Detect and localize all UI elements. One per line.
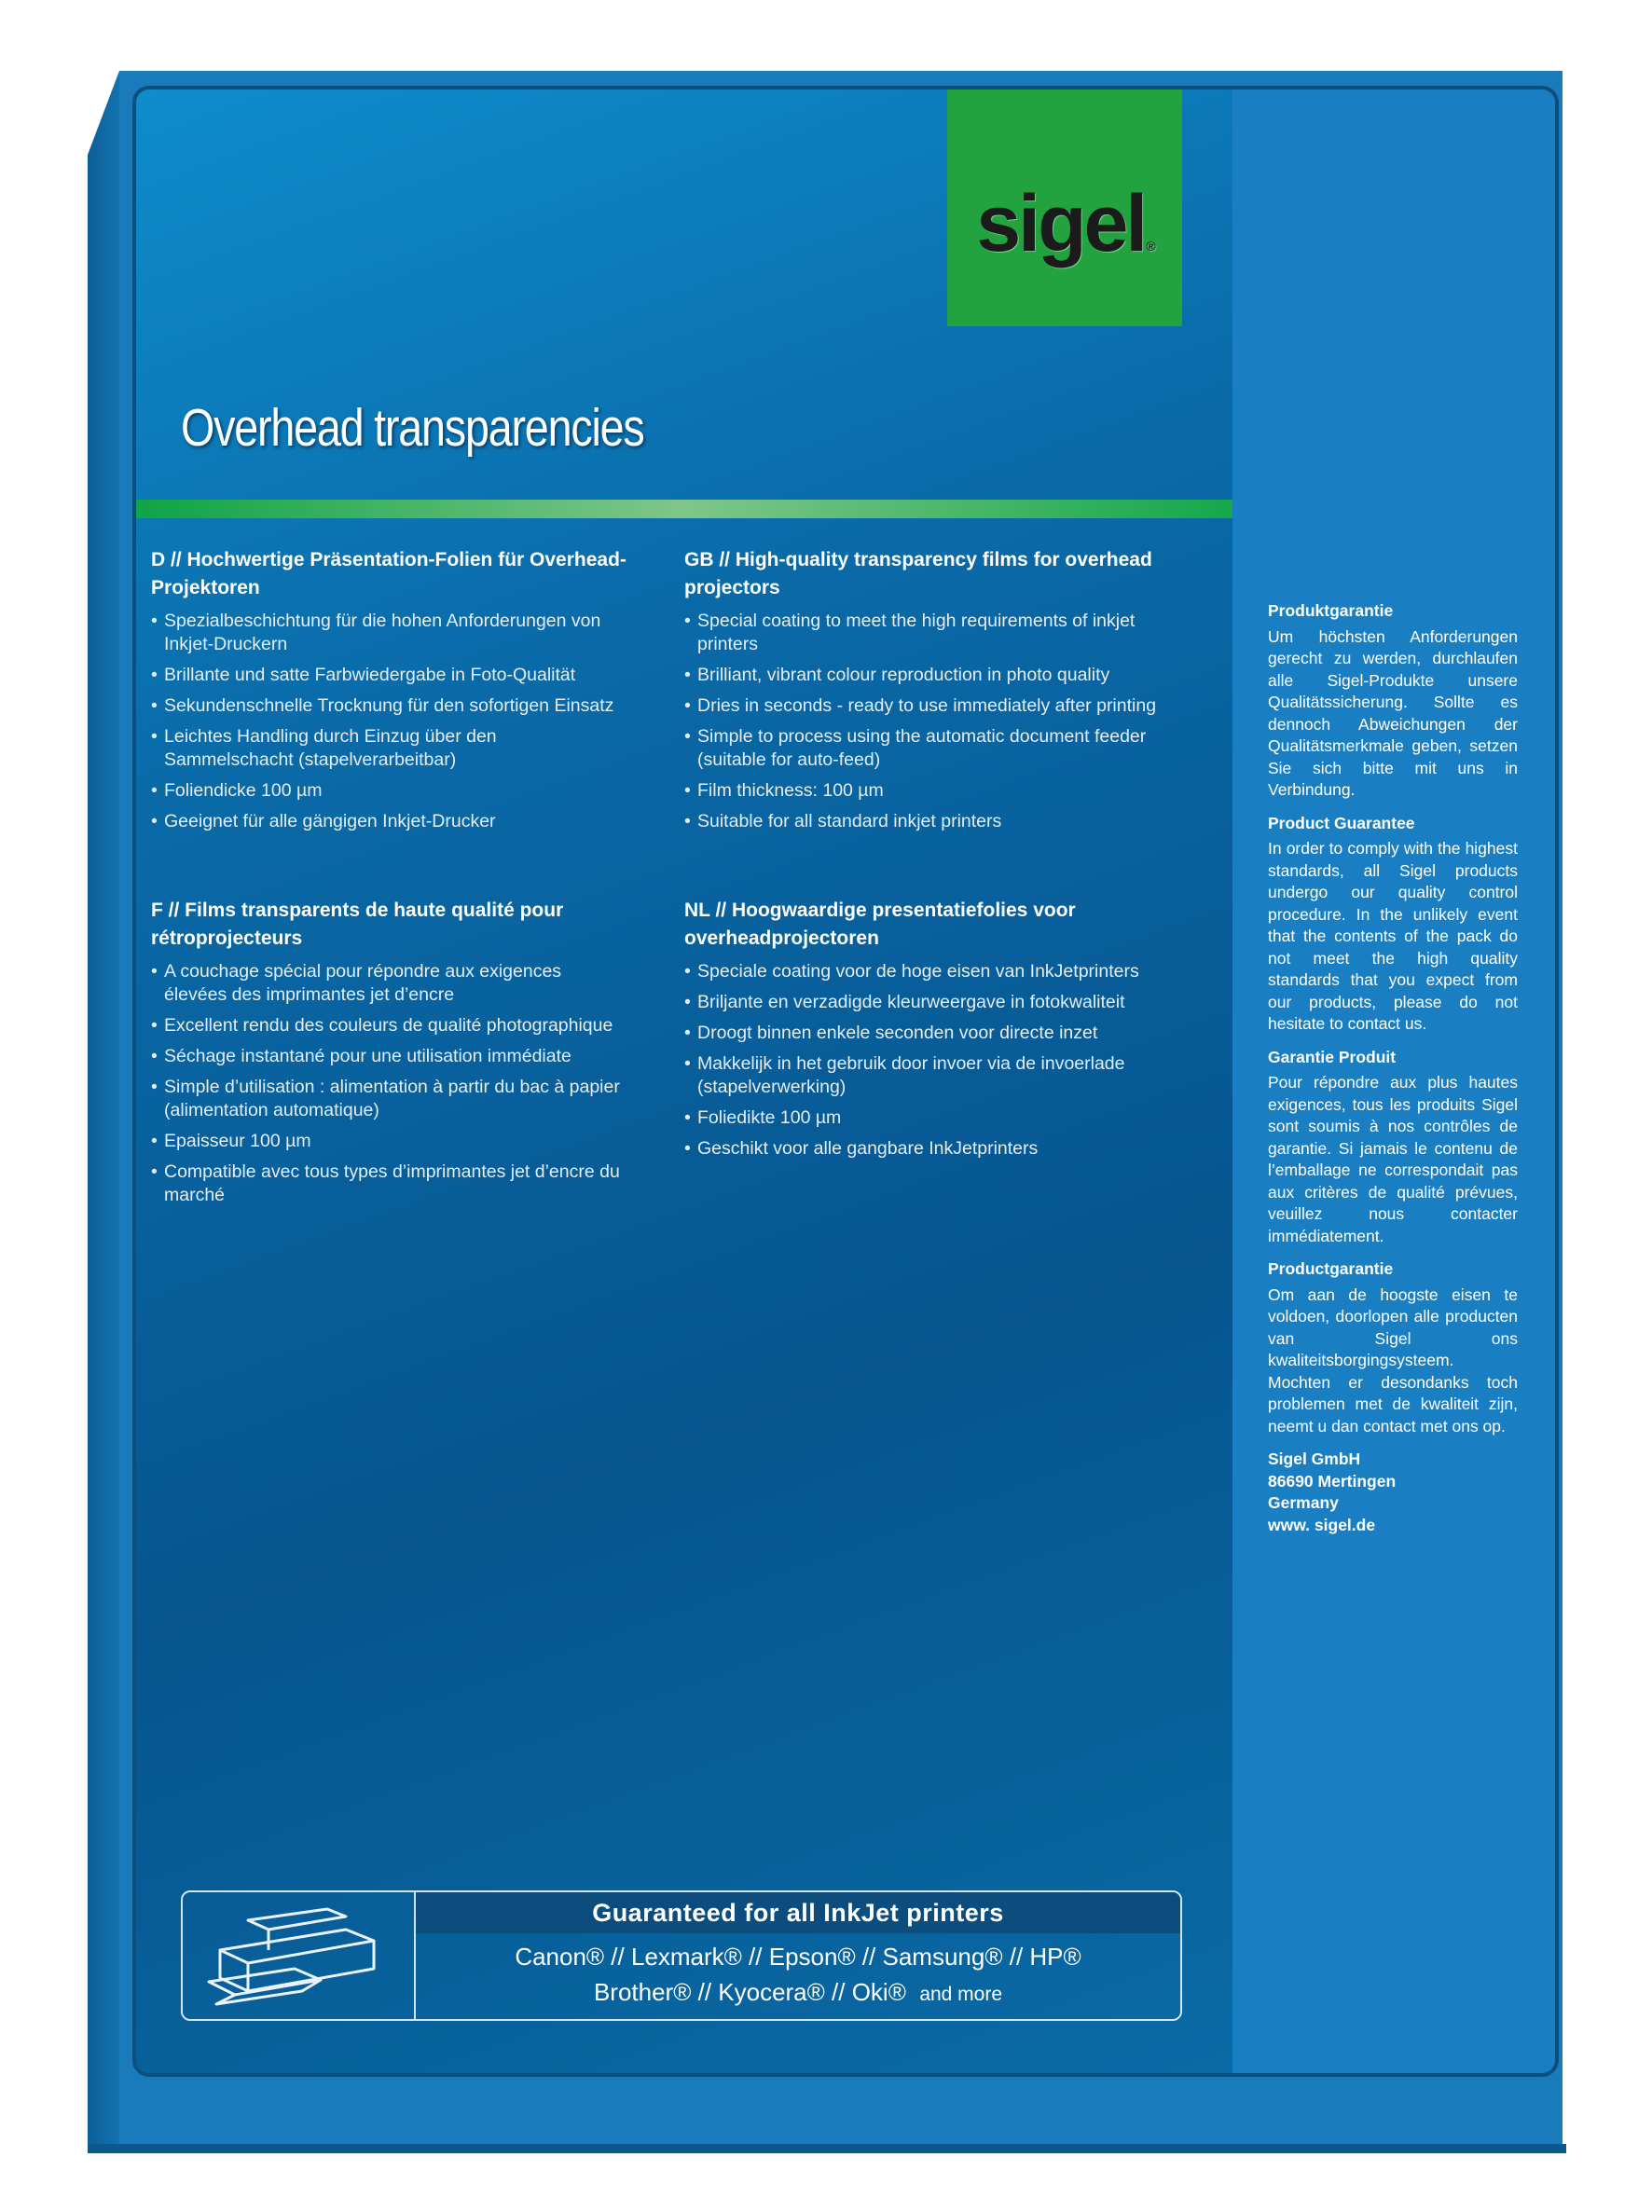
list-item: • Foliedikte 100 µm — [684, 1106, 1160, 1130]
guarantee-en-text: In order to comply with the highest standards, all Sigel products undergo our quality control procedure. In the unlikely event that the contents of the pack do not meet the high quality standards that you expect from our products, please do not hesitate to contact us. — [1268, 839, 1518, 1033]
printer-compatibility-box — [181, 1890, 1182, 2021]
column-gb — [684, 546, 1160, 841]
address-city: 86690 Mertingen — [1268, 1471, 1397, 1491]
column-fr-list — [151, 960, 626, 1207]
list-item: • Droogt binnen enkele seconden voor directe inzet — [684, 1022, 1160, 1045]
address-country: Germany — [1268, 1493, 1339, 1512]
list-item: • Geeignet für alle gängigen Inkjet-Drucker — [151, 810, 626, 833]
list-item: • Brillante und satte Farbwiedergabe in Foto-Qualität — [151, 664, 626, 687]
cover-panel — [132, 86, 1559, 2077]
printer-icon-cell — [183, 1892, 416, 2019]
list-item: • Simple d’utilisation : alimentation à partir du bac à papier (alimentation automatique) — [151, 1076, 626, 1122]
column-de-heading: D // Hochwertige Präsentation-Folien für Overhead-Projektoren — [151, 549, 626, 598]
company-address — [1268, 1449, 1518, 1536]
list-item: • Makkelijk in het gebruik door invoer via de invoerlade (stapelverwerking) — [684, 1052, 1160, 1099]
column-nl-heading: NL // Hoogwaardige presentatiefolies voor overheadprojectoren — [684, 900, 1076, 949]
address-company: Sigel GmbH — [1268, 1449, 1361, 1468]
column-de-list — [151, 610, 626, 833]
list-item: • Dries in seconds - ready to use immediately after printing — [684, 694, 1160, 718]
list-item: • Film thickness: 100 µm — [684, 779, 1160, 803]
list-item: • Briljante en verzadigde kleurweergave in fotokwaliteit — [684, 991, 1160, 1014]
list-item: • Spezialbeschichtung für die hohen Anforderungen von Inkjet-Druckern — [151, 610, 626, 656]
guarantee-de-title: Produktgarantie — [1268, 601, 1394, 620]
list-item: • Special coating to meet the high requirements of inkjet printers — [684, 610, 1160, 656]
printer-guarantee-header: Guaranteed for all InkJet printers — [416, 1892, 1180, 1933]
printer-icon — [183, 1892, 414, 2019]
list-item: • Foliendicke 100 µm — [151, 779, 626, 803]
list-item: • Suitable for all standard inkjet printers — [684, 810, 1160, 833]
list-item: • Epaisseur 100 µm — [151, 1130, 626, 1153]
list-item: • A couchage spécial pour répondre aux exigences élevées des imprimantes jet d’encre — [151, 960, 626, 1007]
column-nl — [684, 897, 1160, 1168]
guarantee-nl-text: Om aan de hoogste eisen te voldoen, doorlopen alle producten van Sigel ons kwaliteitsborgingsysteem. Mochten er desondanks toch problemen met de kwaliteit zijn, neemt u dan contact met ons op. — [1268, 1285, 1518, 1436]
list-item: • Brilliant, vibrant colour reproduction in photo quality — [684, 664, 1160, 687]
printer-brands-more: and more — [919, 1984, 1003, 2005]
guarantee-nl-title: Productgarantie — [1268, 1259, 1394, 1278]
printer-brands — [416, 1939, 1180, 2013]
printer-brands-line1: Canon® // Lexmark® // Epson® // Samsung® // HP® — [515, 1943, 1081, 1971]
column-fr — [151, 897, 626, 1215]
column-gb-heading: GB // High-quality transparency films for overhead projectors — [684, 549, 1152, 598]
list-item: • Sekundenschnelle Trocknung für den sofortigen Einsatz — [151, 694, 626, 718]
list-item: • Simple to process using the automatic document feeder (suitable for auto-feed) — [684, 725, 1160, 772]
list-item: • Geschikt voor alle gangbare InkJetprinters — [684, 1137, 1160, 1161]
main-area — [136, 89, 1232, 2073]
guarantee-fr-title: Garantie Produit — [1268, 1047, 1397, 1066]
list-item: • Compatible avec tous types d’imprimantes jet d’encre du marché — [151, 1161, 626, 1207]
column-nl-list — [684, 960, 1160, 1161]
list-item: • Séchage instantané pour une utilisation immédiate — [151, 1045, 626, 1068]
column-gb-list — [684, 610, 1160, 833]
column-fr-heading: F // Films transparents de haute qualité pour rétroprojecteurs — [151, 900, 564, 949]
guarantee-fr-text: Pour répondre aux plus hautes exigences, tous les produits Sigel sont soumis à nos contrôles de garantie. Si jamais le contenu de l’emballage ne correspondait pas aux critères de qualité prévues, veuillez nous contacter immédiatement. — [1268, 1073, 1518, 1245]
box-bottom-edge — [88, 2144, 1566, 2153]
green-stripe — [136, 500, 1232, 518]
column-de — [151, 546, 626, 841]
page-title: Overhead transparencies — [181, 398, 644, 458]
list-item: • Excellent rendu des couleurs de qualité photographique — [151, 1014, 626, 1037]
brand-logo — [947, 89, 1182, 326]
guarantee-en-title: Product Guarantee — [1268, 813, 1415, 832]
side-panel — [1232, 89, 1555, 2073]
address-web: www. sigel.de — [1268, 1515, 1376, 1534]
list-item: • Leichtes Handling durch Einzug über den Sammelschacht (stapelverarbeitbar) — [151, 725, 626, 772]
guarantee-text — [1268, 600, 1518, 1536]
list-item: • Speciale coating voor de hoge eisen van InkJetprinters — [684, 960, 1160, 983]
brand-logo-text: sigel® — [976, 178, 1153, 268]
guarantee-de-text: Um höchsten Anforderungen gerecht zu werden, durchlaufen alle Sigel-Produkte unsere Qualitätssicherung. Sollte es dennoch Abweichungen der Qualitätsmerkmale geben, setzen Sie sich bitte mit uns in Verbindung. — [1268, 626, 1518, 799]
printer-brands-line2: Brother® // Kyocera® // Oki® and more — [593, 1978, 1003, 2006]
